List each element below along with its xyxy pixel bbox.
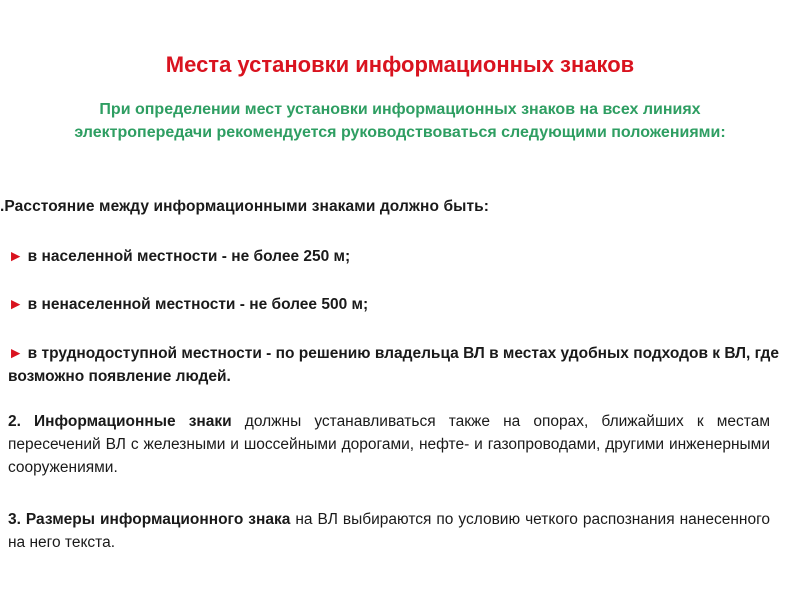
bullet-text: в труднодоступной местности - по решению владельца ВЛ в местах удобных подходов к ВЛ, где возможно появление людей. xyxy=(8,345,779,385)
item-3-lead: 3. Размеры информационного знака xyxy=(8,511,291,528)
slide-subtitle: При определении мест установки информационных знаков на всех линиях электропередачи рекомендуется руководствоваться следующими положениями: xyxy=(74,101,726,141)
item-3-paragraph xyxy=(8,508,770,554)
arrow-icon: ► xyxy=(8,296,28,313)
bullet-text: в ненаселенной местности - не более 500 м; xyxy=(27,296,369,313)
item-3-text: на ВЛ выбираются по условию четкого распознания нанесенного на него текста. xyxy=(8,511,771,551)
arrow-icon: ► xyxy=(8,248,28,265)
item-2-paragraph xyxy=(8,410,770,479)
item-2-text: должны устанавливаться также на опорах, ближайших к местам пересечений ВЛ с железными и шоссейными дорогами, нефте- и газопроводами, другими инженерными сооружениями. xyxy=(8,413,770,476)
bullet-unpopulated xyxy=(8,293,780,316)
bullet-remote xyxy=(8,342,780,388)
bullet-text: в населенной местности - не более 250 м; xyxy=(27,248,351,265)
arrow-icon: ► xyxy=(8,345,28,362)
bullet-populated xyxy=(8,245,780,268)
slide-title: Места установки информационных знаков xyxy=(165,52,635,77)
item-1-text: .Расстояние между информационными знаками должно быть: xyxy=(0,198,490,215)
item-2-lead: 2. Информационные знаки xyxy=(8,413,232,430)
